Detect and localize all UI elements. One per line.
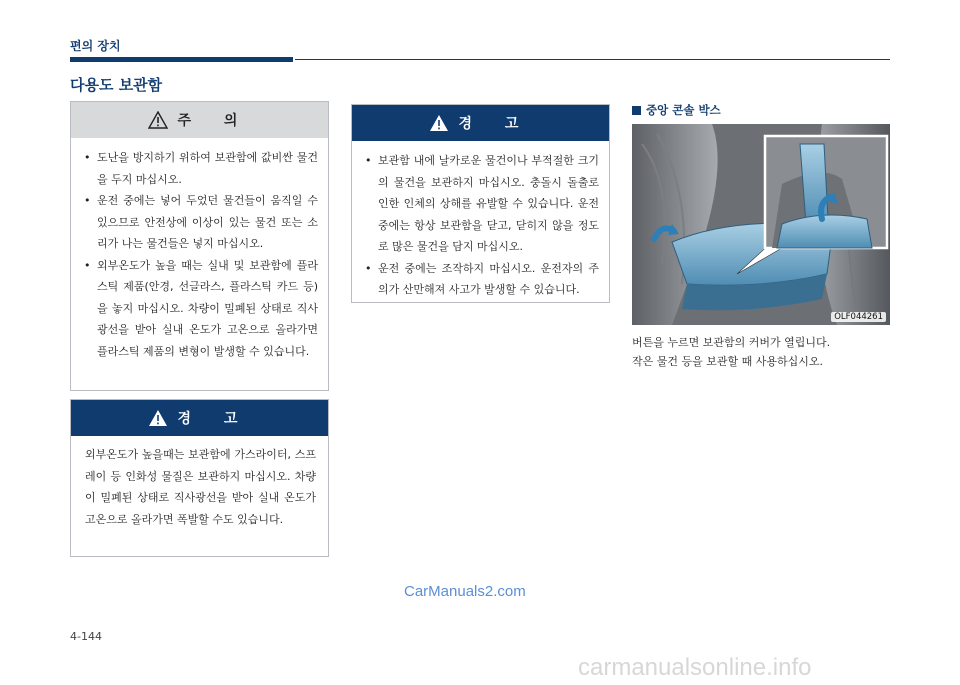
- console-photo: [632, 124, 890, 325]
- warning-header: [71, 400, 328, 436]
- console-subtitle: [632, 102, 721, 118]
- page-number: 4-144: [70, 630, 102, 643]
- warning-triangle-icon: [148, 409, 168, 427]
- list-item: • 도난을 방지하기 위하여 보관함에 값비싼 물건을 두지 마십시오.: [97, 147, 318, 190]
- header-rule-thin: [295, 59, 890, 60]
- list-item: • 운전 중에는 조작하지 마십시오. 운전자의 주의가 산만해져 사고가 발생할 수 있습니다.: [378, 258, 599, 301]
- section-title: 다용도 보관함: [70, 76, 163, 94]
- image-code: OLF044261: [831, 312, 886, 322]
- warning-box-sharp-objects: [351, 104, 610, 303]
- watermark: CarManuals2.com: [404, 583, 526, 600]
- console-title: 중앙 콘솔 박스: [646, 103, 721, 117]
- warning-text: 외부온도가 높을때는 보관함에 가스라이터, 스프레이 등 인화성 물질은 보관하지 마십시오. 차량이 밀폐된 상태로 직사광선을 받아 실내 온도가 고온으로 올라가면 폭발할 수도 있습니다.: [85, 448, 316, 526]
- footer-site-mark: carmanualsonline.info: [578, 654, 812, 681]
- caution-header: [71, 102, 328, 138]
- console-caption: [632, 333, 892, 371]
- caution-heading: 주 의: [177, 113, 252, 129]
- caption-line: 작은 물건 등을 보관할 때 사용하십시오.: [632, 355, 823, 368]
- warning-list: [352, 141, 609, 301]
- warning-triangle-icon: [429, 114, 449, 132]
- caption-line: 버튼을 누르면 보관함의 커버가 열립니다.: [632, 336, 831, 349]
- header-label: 편의 장치: [70, 39, 121, 53]
- warning-box-flammable: [70, 399, 329, 557]
- caution-box: [70, 101, 329, 391]
- list-item: • 운전 중에는 넣어 두었던 물건들이 움직일 수 있으므로 안전상에 이상이 있는 물건 또는 소리가 나는 물건들은 넣지 마십시오.: [97, 190, 318, 255]
- list-item: • 보관함 내에 날카로운 물건이나 부적절한 크기의 물건을 보관하지 마십시오. 충돌시 돌출로 인한 인체의 상해를 유발할 수 있습니다. 운전 중에는 항상 보관함을 닫고, 닫히지 않을 정도로 많은 물건을 담지 마십시오.: [378, 150, 599, 258]
- list-item: • 외부온도가 높을 때는 실내 및 보관함에 플라스틱 제품(안경, 선글라스, 플라스틱 카드 등)을 놓지 마십시오. 차량이 밀폐된 상태로 직사광선을 받아 실내 온도가 고온으로 올라가면 플라스틱 제품의 변형이 발생할 수 있습니다.: [97, 255, 318, 363]
- header-rule-thick: [70, 57, 293, 62]
- warning-heading: 경 고: [458, 116, 533, 132]
- square-bullet-icon: [632, 106, 641, 115]
- warning-heading: 경 고: [177, 411, 252, 427]
- warning-header: [352, 105, 609, 141]
- caution-list: [71, 138, 328, 362]
- warning-triangle-icon: [148, 111, 168, 129]
- console-illustration: [632, 124, 890, 325]
